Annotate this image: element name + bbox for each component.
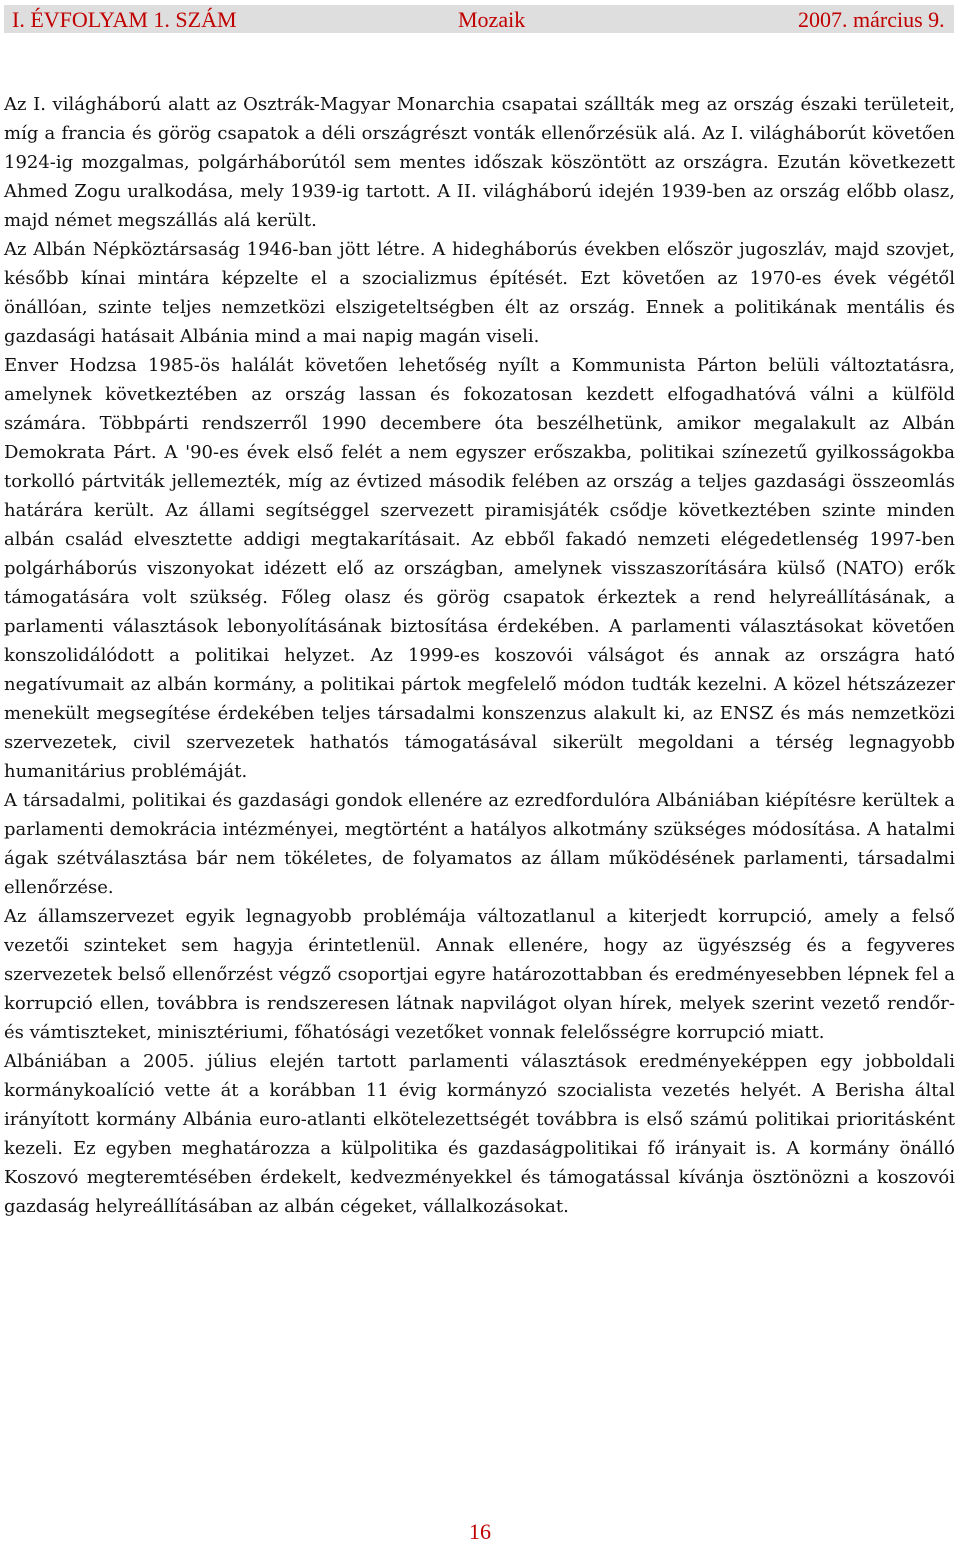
page-number: 16 (469, 1519, 491, 1544)
paragraph: Enver Hodzsa 1985-ös halálát követően lehetőség nyílt a Kommunista Párton belüli változtatásra, amelynek következtében az ország lassan és fokozatosan kezdett elfogadhatóvá válni a külföld számára. Többpárti rendszerről 1990 decembere óta beszélhetünk, amikor megalakult az Albán Demokrata Párt. A '90-es évek első felét a nem egyszer erőszakba, politikai színezetű gyilkosságokba torkolló pártviták jellemezték, míg az évtized második felében az ország a teljes gazdasági összeomlás határára került. Az állami segítséggel szervezett piramisjáték csődje következtében szinte minden albán család elvesztette addigi megtakarításait. Az ebből fakadó nemzeti elégedetlenség 1997-ben polgárháborús viszonyokat idézett elő az országban, amelynek visszaszorítására külső (NATO) erők támogatására volt szükség. Főleg olasz és görög csapatok érkeztek a rend helyreállításának, a parlamenti választások lebonyolításának biztosítása érdekében. A parlamenti választásokat követően konszolidálódott a politikai helyzet. Az 1999-es koszovói válságot és annak az országra ható negatívumait az albán kormány, a politikai pártok megfelelő módon tudták kezelni. A közel hétszázezer menekült megsegítése érdekében teljes társadalmi konszenzus alakult ki, az ENSZ és más nemzetközi szervezetek, civil szervezetek hathatós támogatásával sikerült megoldani a térség legnagyobb humanitárius problémáját. (4, 355, 955, 782)
paragraph: Az államszervezet egyik legnagyobb problémája változatlanul a kiterjedt korrupció, amely a felső vezetői szinteket sem hagyja érintetlenül. Annak ellenére, hogy az ügyészség és a fegyveres szervezetek belső ellenőrzést végző csoportjai egyre határozottabban és eredményesebben lépnek fel a korrupció ellen, továbbra is rendszeresen látnak napvilágot olyan hírek, melyek szerint vezető rendőr- és vámtiszteket, minisztériumi, főhatósági vezetőket vonnak felelősségre korrupció miatt. (4, 906, 955, 1043)
paragraph: Az I. világháború alatt az Osztrák-Magyar Monarchia csapatai szállták meg az ország északi területeit, míg a francia és görög csapatok a déli országrészt vonták ellenőrzésük alá. Az I. világháborút követően 1924-ig mozgalmas, polgárháborútól sem mentes időszak köszöntött az országra. Ezután következett Ahmed Zogu uralkodása, mely 1939-ig tartott. A II. világháború idején 1939-ben az ország előbb olasz, majd német megszállás alá került. (4, 94, 955, 231)
header-date: 2007. március 9. (798, 7, 945, 32)
article-body (4, 90, 955, 1221)
header-bar (4, 5, 954, 33)
header-title: Mozaik (458, 7, 526, 32)
header-volume: I. ÉVFOLYAM 1. SZÁM (12, 7, 237, 32)
paragraph: Albániában a 2005. július elején tartott parlamenti választások eredményeképpen egy jobboldali kormánykoalíció vette át a korábban 11 évig kormányzó szocialista vezetés helyét. A Berisha által irányított kormány Albánia euro-atlanti elkötelezettségét továbbra is első számú politikai prioritásként kezeli. Ez egyben meghatározza a külpolitika és gazdaságpolitikai fő irányait is. A kormány önálló Koszovó megteremtésében érdekelt, kedvezményekkel és támogatással kívánja ösztönözni a koszovói gazdaság helyreállításában az albán cégeket, vállalkozásokat. (4, 1051, 955, 1217)
paragraph: Az Albán Népköztársaság 1946-ban jött létre. A hidegháborús években először jugoszláv, majd szovjet, később kínai mintára képzelte el a szocializmus építését. Ezt követően az 1970-es évek végétől önállóan, szinte teljes nemzetközi elszigeteltségben élt az ország. Ennek a politikának mentális és gazdasági hatásait Albánia mind a mai napig magán viseli. (4, 239, 955, 347)
paragraph: A társadalmi, politikai és gazdasági gondok ellenére az ezredfordulóra Albániában kiépítésre kerültek a parlamenti demokrácia intézményei, megtörtént a hatályos alkotmány szükséges módosítása. A hatalmi ágak szétválasztása bár nem tökéletes, de folyamatos az állam működésének parlamenti, társadalmi ellenőrzése. (4, 790, 955, 898)
